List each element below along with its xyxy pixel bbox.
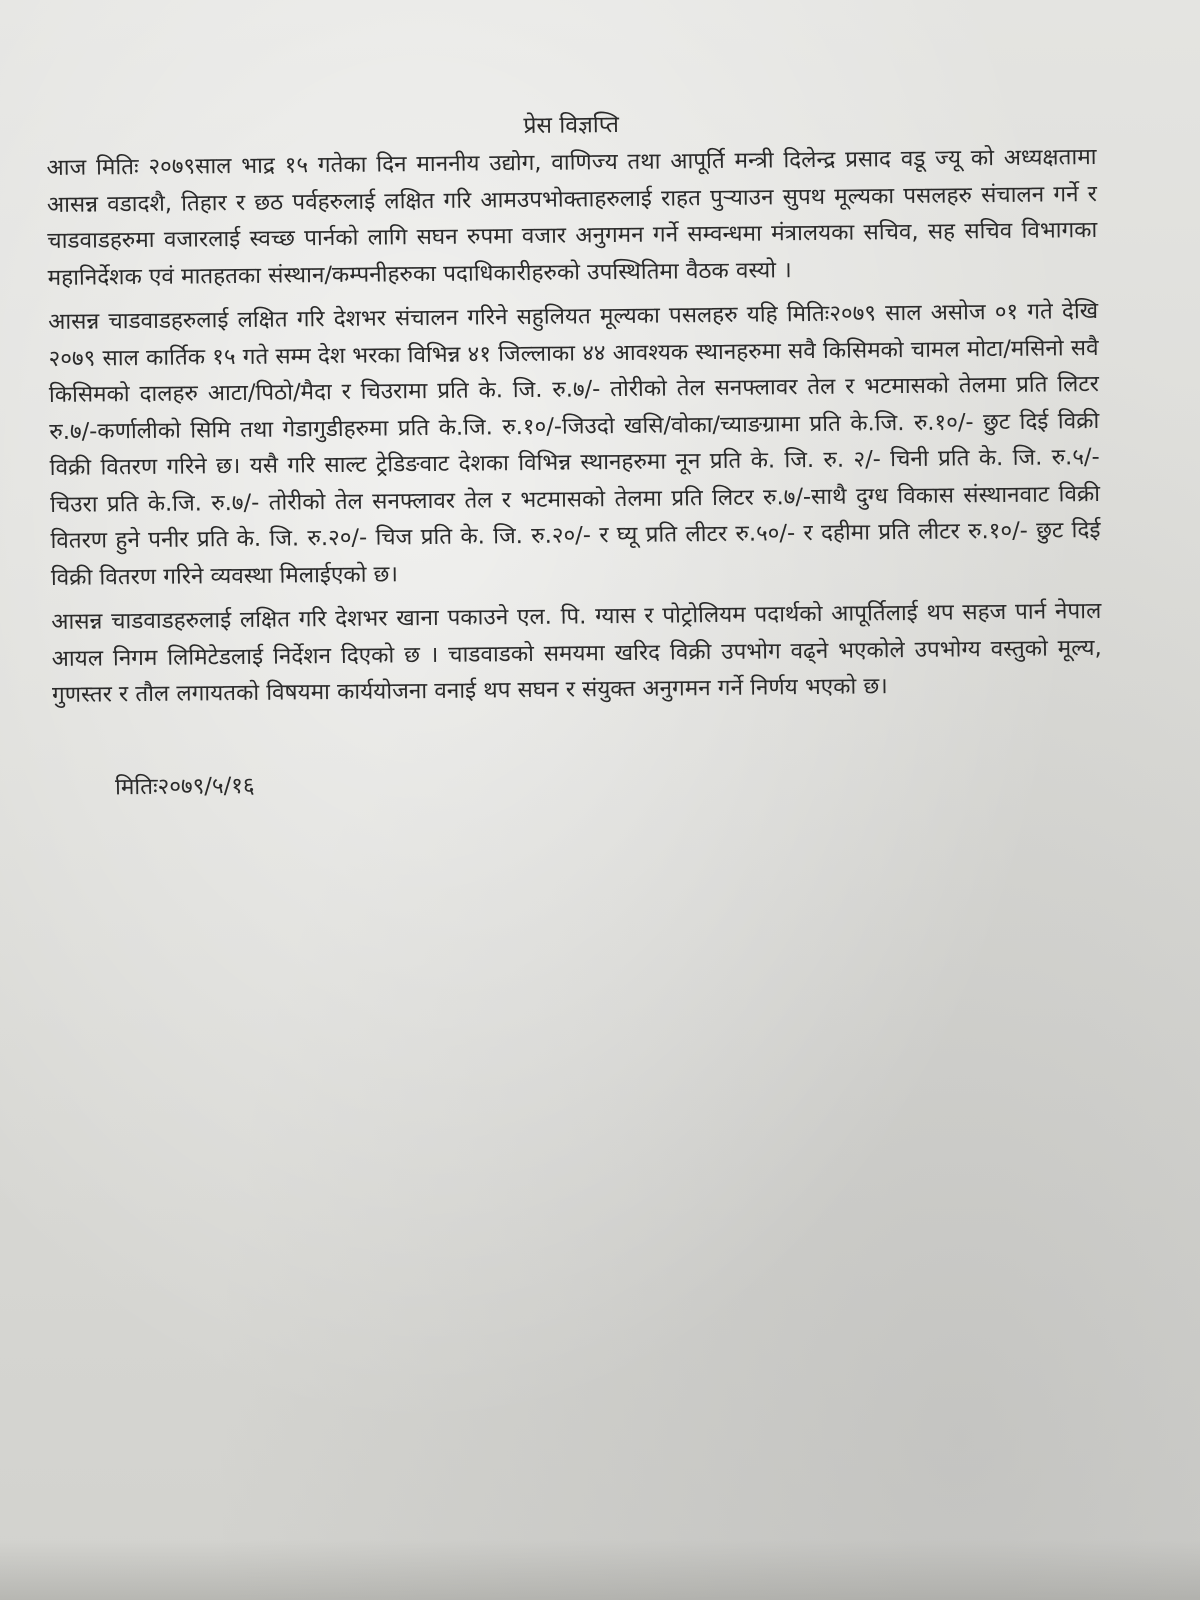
- paragraph-discount-shops: आसन्न चाडवाडहरुलाई लक्षित गरि देशभर संचालन गरिने सहुलियत मूल्यका पसलहरु यहि मितिः२०७९ साल असोज ०१ गते देखि २०७९ साल कार्तिक १५ गते सम्म देश भरका विभिन्न ४१ जिल्लाका ४४ आवश्यक स्थानहरुमा सवै किसिमको चामल मोटा/मसिनो सवै किसिमको दालहरु आटा/पिठो/मैदा र चिउरामा प्रति के. जि. रु.७/- तोरीको तेल सनफ्लावर तेल र भटमासको तेलमा प्रति लिटर रु.७/-कर्णालीको सिमि तथा गेडागुडीहरुमा प्रति के.जि. रु.१०/-जिउदो खसि/वोका/च्याङग्रामा प्रति के.जि. रु.१०/- छुट दिई विक्री विक्री वितरण गरिने छ। यसै गरि साल्ट ट्रेडिङवाट देशका विभिन्न स्थानहरुमा नून प्रति के. जि. रु. २/- चिनी प्रति के. जि. रु.५/- चिउरा प्रति के.जि. रु.७/- तोरीको तेल सनफ्लावर तेल र भटमासको तेलमा प्रति लिटर रु.७/-साथै दुग्ध विकास संस्थानवाट विक्री वितरण हुने पनीर प्रति के. जि. रु.२०/- चिज प्रति के. जि. रु.२०/- र घ्यू प्रति लीटर रु.५०/- र दहीमा प्रति लीटर रु.१०/- छुट दिई विक्री वितरण गरिने व्यवस्था मिलाईएको छ।: [48, 297, 1101, 591]
- paragraph-meeting: आज मितिः २०७९साल भाद्र १५ गतेका दिन माननीय उद्योग, वाणिज्य तथा आपूर्ति मन्त्री दिलेन्द्र प्रसाद वडू ज्यू को अध्यक्षतामा आसन्न वडादशै, तिहार र छठ पर्वहरुलाई लक्षित गरि आमउपभोक्ताहरुलाई राहत पुऱ्याउन सुपथ मूल्यका पसलहरु संचालन गर्ने र चाडवाडहरुमा वजारलाई स्वच्छ पार्नको लागि सघन रुपमा वजार अनुगमन गर्ने सम्वन्धमा मंत्रालयका सचिव, सह सचिव विभागका महानिर्देशक एवं मातहतका संस्थान/कम्पनीहरुका पदाधिकारीहरुको उपस्थितिमा वैठक वस्यो ।: [46, 144, 1098, 291]
- document-title: प्रेस विज्ञप्ति: [523, 112, 620, 140]
- document-date: मितिः२०७९/५/१६: [114, 772, 255, 800]
- paper-shadow: [0, 1540, 1200, 1600]
- paragraph-fuel-monitoring: आसन्न चाडवाडहरुलाई लक्षित गरि देशभर खाना पकाउने एल. पि. ग्यास र पोट्रोलियम पदार्थको आपूर्तिलाई थप सहज पार्न नेपाल आयल निगम लिमिटेडलाई निर्देशन दिएको छ । चाडवाडको समयमा खरिद विक्री उपभोग वढ्ने भएकोले उपभोग्य वस्तुको मूल्य, गुणस्तर र तौल लगायतको विषयमा कार्ययोजना वनाई थप सघन र संयुक्त अनुगमन गर्ने निर्णय भएको छ।: [51, 597, 1102, 708]
- press-release: [46, 101, 1103, 806]
